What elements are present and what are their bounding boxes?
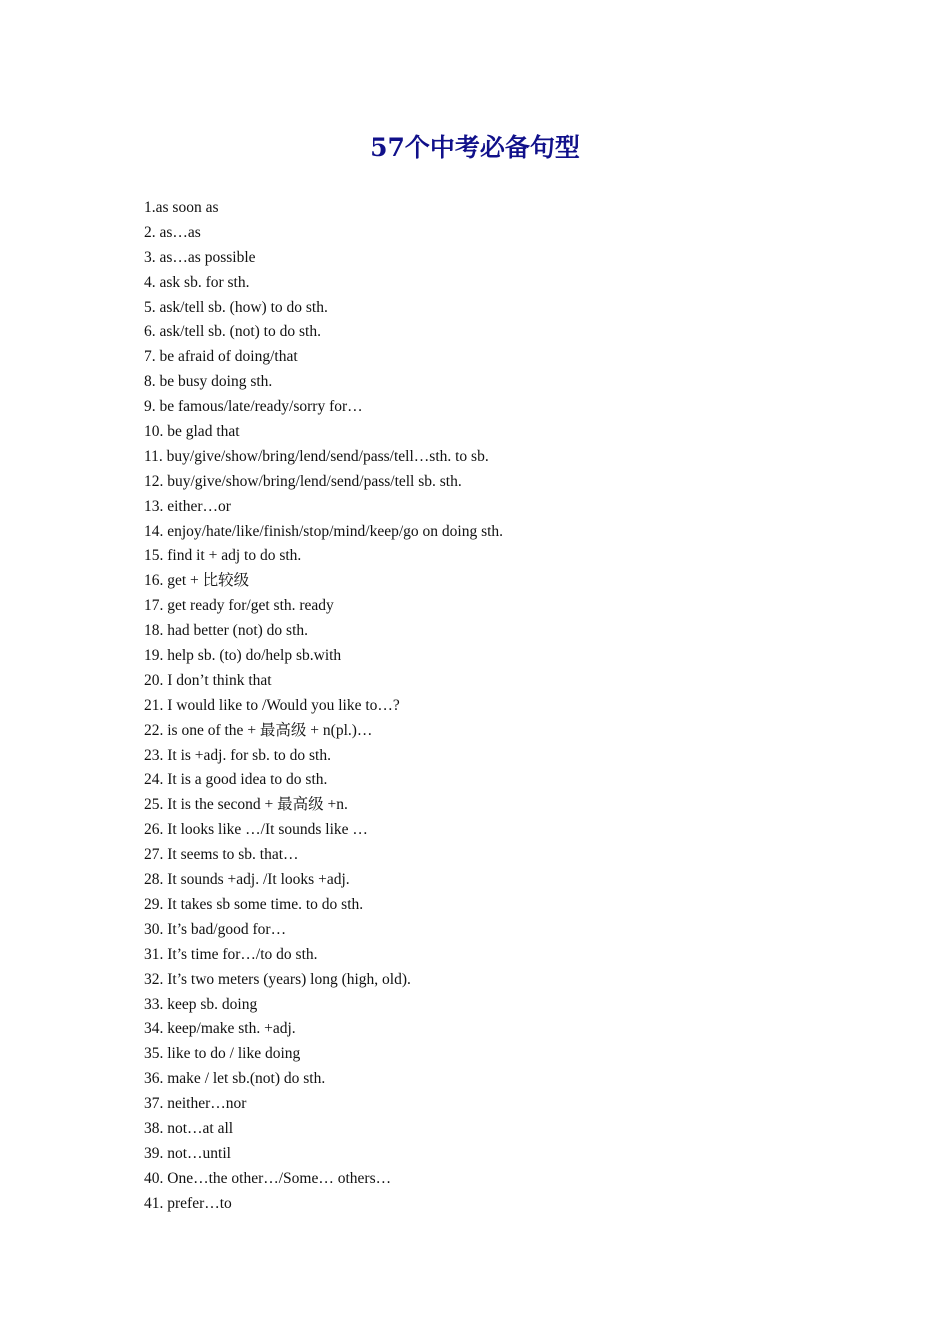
phrase-item: 22. is one of the + 最高级 + n(pl.)… — [144, 721, 373, 739]
phrase-item: 12. buy/give/show/bring/lend/send/pass/tell sb. sth. — [144, 472, 462, 490]
phrase-item: 5. ask/tell sb. (how) to do sth. — [144, 298, 328, 316]
phrase-item: 8. be busy doing sth. — [144, 373, 273, 391]
phrase-item: 7. be afraid of doing/that — [144, 348, 298, 366]
phrase-item: 3. as…as possible — [144, 248, 256, 266]
phrase-item: 24. It is a good idea to do sth. — [144, 771, 328, 789]
phrase-item: 18. had better (not) do sth. — [144, 622, 309, 640]
phrase-item: 11. buy/give/show/bring/lend/send/pass/tell…sth. to sb. — [144, 447, 489, 465]
phrase-item: 21. I would like to /Would you like to…? — [144, 696, 400, 714]
phrase-item: 34. keep/make sth. +adj. — [144, 1020, 296, 1038]
phrase-item: 31. It’s time for…/to do sth. — [144, 945, 318, 963]
document-title: 57个中考必备句型 — [370, 133, 580, 162]
phrase-item: 37. neither…nor — [144, 1095, 247, 1113]
phrase-item: 33. keep sb. doing — [144, 995, 258, 1013]
phrase-item: 38. not…at all — [144, 1119, 234, 1137]
phrase-item: 4. ask sb. for sth. — [144, 273, 250, 291]
phrase-item: 29. It takes sb some time. to do sth. — [144, 895, 364, 913]
phrase-item: 16. get + 比较级 — [144, 572, 250, 590]
phrase-list — [144, 196, 844, 1217]
phrase-item: 26. It looks like …/It sounds like … — [144, 821, 368, 839]
phrase-item: 14. enjoy/hate/like/finish/stop/mind/keep/go on doing sth. — [144, 522, 504, 540]
phrase-item: 39. not…until — [144, 1144, 231, 1162]
phrase-item: 2. as…as — [144, 223, 201, 241]
phrase-item: 1.as soon as — [144, 199, 219, 216]
phrase-item: 23. It is +adj. for sb. to do sth. — [144, 746, 331, 764]
phrase-item: 20. I don’t think that — [144, 671, 272, 689]
phrase-item: 35. like to do / like doing — [144, 1045, 301, 1063]
phrase-item: 25. It is the second + 最高级 +n. — [144, 796, 348, 814]
phrase-item: 30. It’s bad/good for… — [144, 920, 287, 938]
phrase-item: 28. It sounds +adj. /It looks +adj. — [144, 871, 350, 889]
phrase-item: 10. be glad that — [144, 423, 240, 441]
phrase-item: 15. find it + adj to do sth. — [144, 547, 302, 565]
phrase-item: 19. help sb. (to) do/help sb.with — [144, 647, 342, 665]
phrase-item: 6. ask/tell sb. (not) to do sth. — [144, 323, 321, 341]
phrase-item: 40. One…the other…/Some… others… — [144, 1169, 392, 1187]
phrase-item: 41. prefer…to — [144, 1194, 232, 1212]
phrase-item: 9. be famous/late/ready/sorry for… — [144, 398, 363, 416]
phrase-item: 32. It’s two meters (years) long (high, old). — [144, 970, 411, 988]
phrase-item: 27. It seems to sb. that… — [144, 846, 299, 864]
phrase-item: 13. either…or — [144, 497, 231, 515]
phrase-item: 17. get ready for/get sth. ready — [144, 597, 334, 615]
phrase-item: 36. make / let sb.(not) do sth. — [144, 1070, 326, 1088]
